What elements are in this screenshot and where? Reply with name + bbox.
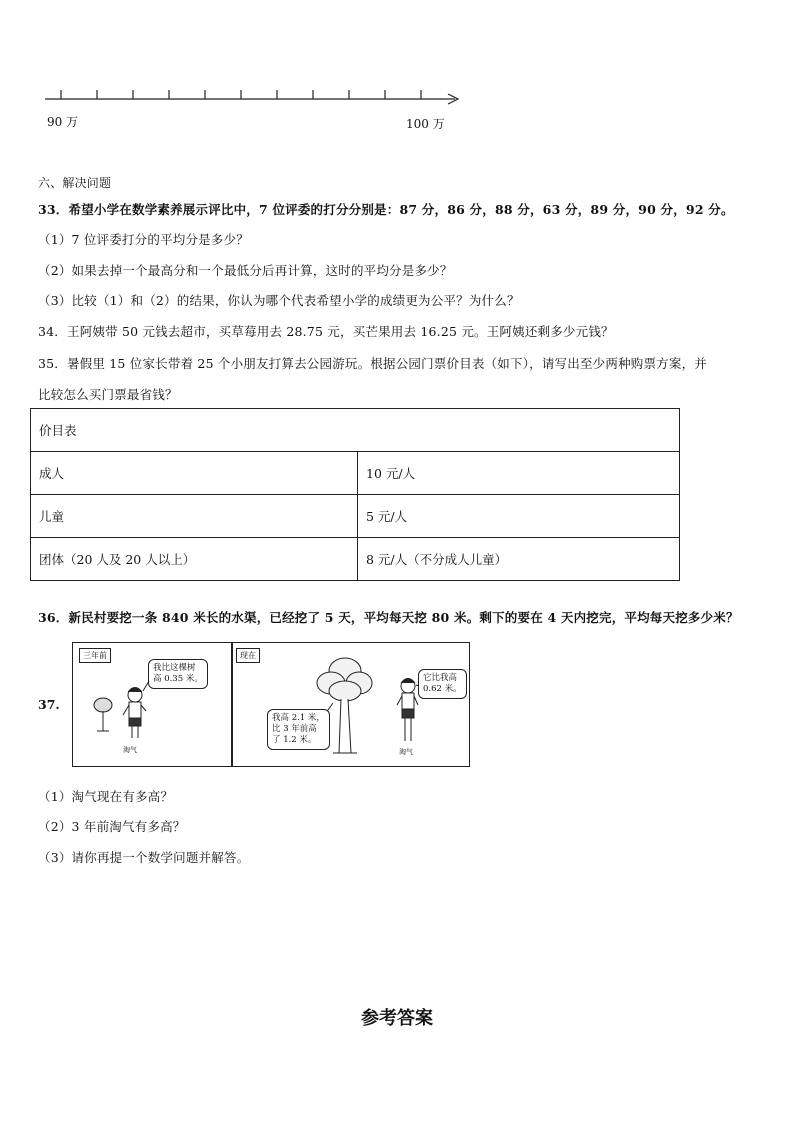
q33-stem: 33．希望小学在数学素养展示评比中，7 位评委的打分分别是：87 分，86 分，88 分，63 分，89 分，90 分，92 分。 <box>38 202 734 217</box>
q36-text: 36．新民村要挖一条 840 米长的水渠，已经挖了 5 天，平均每天挖 80 米。剩下的要在 4 天内挖完，平均每天挖多少米？ <box>38 610 739 625</box>
q33-sub3: （3）比较（1）和（2）的结果，你认为哪个代表希望小学的成绩更为公平？为什么？ <box>38 293 520 308</box>
ticket-type-cell: 儿童 <box>31 495 358 538</box>
panel2-child-name: 淘气 <box>399 748 413 756</box>
table-row <box>31 452 680 495</box>
ticket-type-cell: 团体（20 人及 20 人以上） <box>31 538 358 581</box>
number-line-axis <box>40 86 465 116</box>
boy-icon <box>123 688 146 739</box>
q37-sub1: （1）淘气现在有多高？ <box>38 789 174 804</box>
q37-sub2: （2）3 年前淘气有多高？ <box>38 819 186 834</box>
ticket-price-cell: 8 元/人（不分成人儿童） <box>358 538 680 581</box>
panel1-label: 三年前 <box>79 648 111 663</box>
comic-illustration <box>72 642 470 767</box>
panel1-speech-bubble: 我比这棵树 高 0.35 米。 <box>148 659 208 689</box>
q33-sub2: （2）如果去掉一个最高分和一个最低分后再计算，这时的平均分是多少？ <box>38 263 453 278</box>
price-table-header-row <box>31 409 680 452</box>
boy-icon <box>397 679 418 742</box>
price-table-header: 价目表 <box>31 409 680 452</box>
ticket-type-cell: 成人 <box>31 452 358 495</box>
q37-sub3: （3）请你再提一个数学问题并解答。 <box>38 850 250 865</box>
number-line-label-left: 90 万 <box>47 115 79 129</box>
q33-sub1: （1）7 位评委打分的平均分是多少？ <box>38 232 249 247</box>
ticket-price-cell: 10 元/人 <box>358 452 680 495</box>
number-line <box>40 86 465 116</box>
section-title: 六、解决问题 <box>38 176 112 190</box>
panel1-child-name: 淘气 <box>123 746 137 754</box>
small-tree-icon <box>94 698 112 731</box>
q34-text: 34．王阿姨带 50 元钱去超市，买草莓用去 28.75 元，买芒果用去 16.25 元。王阿姨还剩多少元钱？ <box>38 324 614 339</box>
panel2-label: 现在 <box>236 648 260 663</box>
q37-number: 37. <box>38 697 60 712</box>
q35-line1: 35．暑假里 15 位家长带着 25 个小朋友打算去公园游玩。根据公园门票价目表（如下），请写出至少两种购票方案，并 <box>38 356 707 371</box>
panel2-boy-speech-bubble: 它比我高 0.62 米。 <box>418 669 467 699</box>
price-table <box>30 408 680 581</box>
table-row <box>31 495 680 538</box>
ticket-price-cell: 5 元/人 <box>358 495 680 538</box>
number-line-label-right: 100 万 <box>406 117 445 131</box>
panel2-tree-speech-bubble: 我高 2.1 米， 比 3 年前高 了 1.2 米。 <box>267 709 330 750</box>
answer-section-title: 参考答案 <box>361 1008 433 1029</box>
q35-line2: 比较怎么买门票最省钱？ <box>38 387 178 402</box>
table-row <box>31 538 680 581</box>
panel1-drawing <box>73 643 231 766</box>
